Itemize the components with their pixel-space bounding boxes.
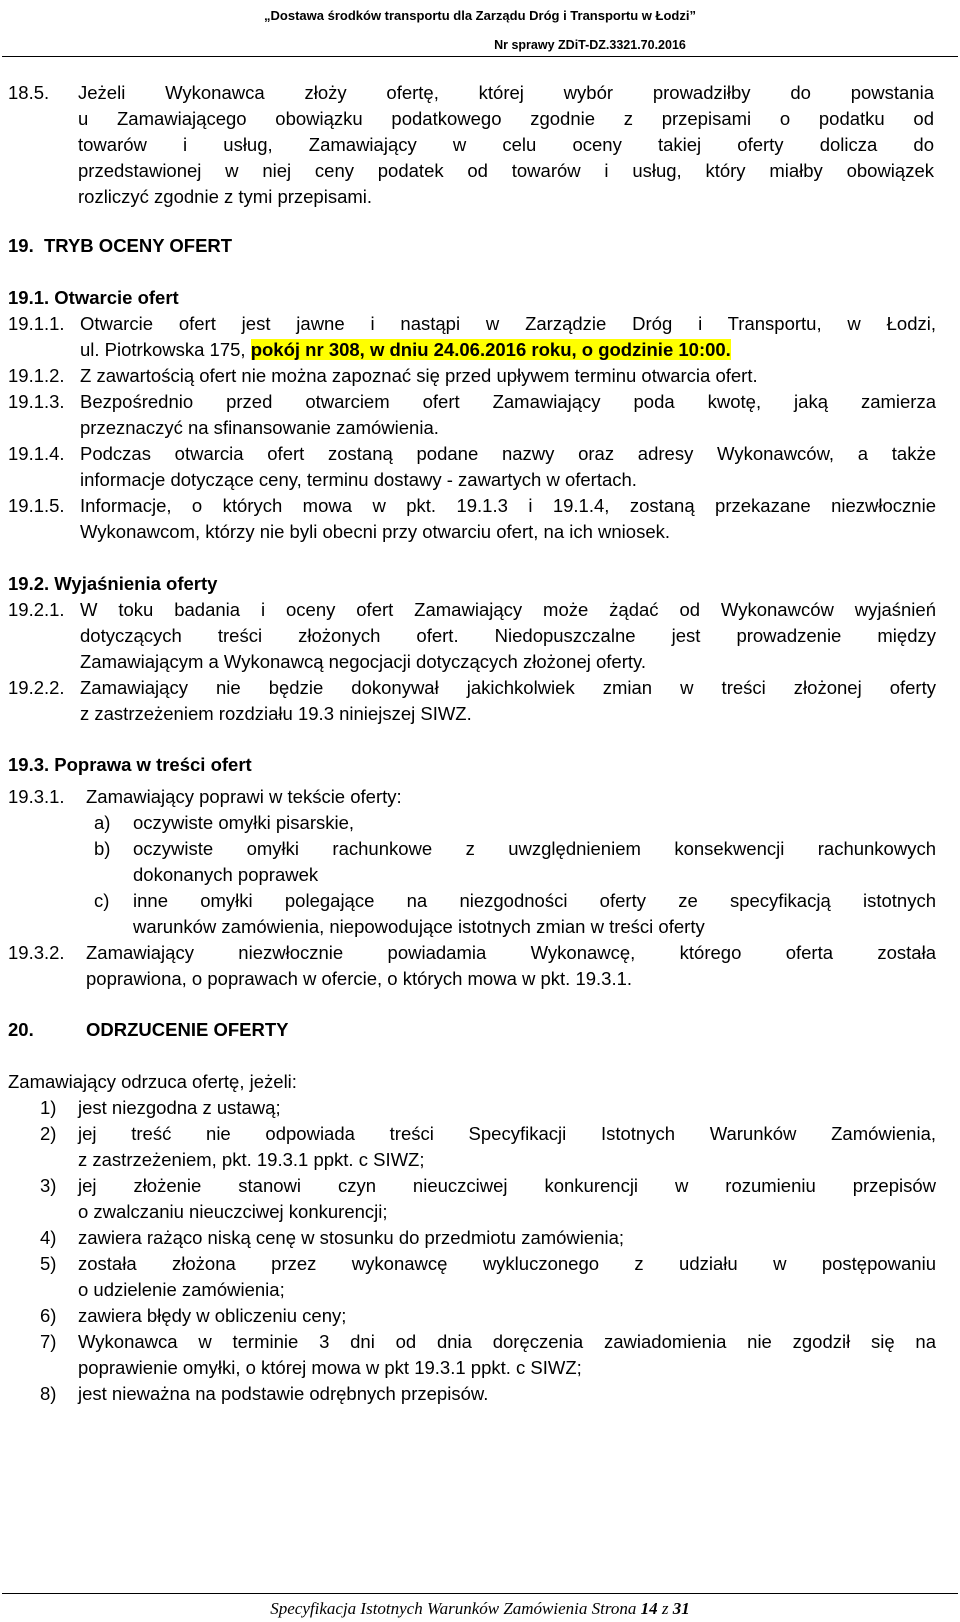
list-marker: 3) <box>40 1175 57 1196</box>
text-line: Zamawiający niezwłocznie powiadamia Wykonawcę, którego oferta została <box>86 942 936 963</box>
list-item <box>8 1303 958 1329</box>
list-marker: a) <box>94 812 111 833</box>
section-19-1-heading: 19.1. Otwarcie ofert <box>8 287 179 308</box>
footer-text: Specyfikacja Istotnych Warunków Zamówienia Strona <box>270 1599 641 1618</box>
text-line: Zamawiający poprawi w tekście oferty: <box>86 786 402 807</box>
text-line: Z zawartością ofert nie można zapoznać się przed upływem terminu otwarcia ofert. <box>80 365 758 386</box>
paragraph-number: 19.2.1. <box>8 599 65 620</box>
list-marker: 5) <box>40 1253 57 1274</box>
list-item-c <box>8 888 958 940</box>
paragraph-number: 19.1.2. <box>8 365 65 386</box>
footer-of: z <box>657 1599 673 1618</box>
list-marker: 6) <box>40 1305 57 1326</box>
paragraph-number: 19.3.1. <box>8 786 65 807</box>
header-title: „Dostawa środków transportu dla Zarządu Dróg i Transportu w Łodzi” <box>264 8 696 23</box>
text-line: u Zamawiającego obowiązku podatkowego zgodnie z przepisami o podatku od <box>78 108 934 129</box>
text-line: zawiera błędy w obliczeniu ceny; <box>78 1305 347 1326</box>
paragraph-number: 19.2.2. <box>8 677 65 698</box>
paragraph-number: 19.3.2. <box>8 942 65 963</box>
text-line <box>80 337 936 363</box>
section-number: 20. <box>8 1019 34 1040</box>
text-line: warunków zamówienia, niepowodujące istotnych zmian w treści oferty <box>133 916 705 937</box>
text-line: informacje dotyczące ceny, terminu dostawy - zawartych w ofertach. <box>80 469 637 490</box>
list-item-b <box>8 836 958 888</box>
list-marker: 7) <box>40 1331 57 1352</box>
text-line: o udzielenie zamówienia; <box>78 1279 285 1300</box>
section-title: ODRZUCENIE OFERTY <box>86 1019 289 1040</box>
paragraph-19-1-1 <box>8 311 958 363</box>
page-total: 31 <box>672 1599 690 1618</box>
text-line: z zastrzeżeniem rozdziału 19.3 niniejszej SIWZ. <box>80 703 472 724</box>
paragraph-19-3-2 <box>8 940 958 992</box>
address-text: ul. Piotrkowska 175, <box>80 339 251 360</box>
list-item <box>8 1121 958 1173</box>
text-line: Bezpośrednio przed otwarciem ofert Zamawiający poda kwotę, jaką zamierza <box>80 391 936 412</box>
text-line: Informacje, o których mowa w pkt. 19.1.3 i 19.1.4, zostaną przekazane niezwłocznie <box>80 495 936 516</box>
text-line: Wykonawca w terminie 3 dni od dnia doręczenia zawiadomienia nie zgodził się na <box>78 1331 936 1352</box>
text-line: przedstawionej w niej ceny podatek od towarów i usług, który miałby obowiązek <box>78 160 934 181</box>
text-line: o zwalczaniu nieuczciwej konkurencji; <box>78 1201 388 1222</box>
list-item <box>8 1225 958 1251</box>
section-number: 18.5. <box>8 82 50 103</box>
page-number: 14 <box>640 1599 658 1618</box>
list-item <box>8 1251 958 1303</box>
list-marker: 2) <box>40 1123 57 1144</box>
text-line: poprawienie omyłki, o której mowa w pkt 19.3.1 ppkt. c SIWZ; <box>78 1357 582 1378</box>
section-20-intro: Zamawiający odrzuca ofertę, jeżeli: <box>8 1071 297 1092</box>
text-line: Jeżeli Wykonawca złoży ofertę, której wybór prowadziłby do powstania <box>78 82 934 103</box>
section-19-2-heading: 19.2. Wyjaśnienia oferty <box>8 573 218 594</box>
paragraph-number: 19.1.1. <box>8 313 65 334</box>
list-marker: 1) <box>40 1097 57 1118</box>
text-line: rozliczyć zgodnie z tymi przepisami. <box>78 186 373 207</box>
text-line: Zamawiający nie będzie dokonywał jakichkolwiek zmian w treści złożonej oferty <box>80 677 936 698</box>
section-18-5 <box>8 80 958 210</box>
opening-date-highlight: pokój nr 308, w dniu 24.06.2016 roku, o godzinie 10:00. <box>250 339 731 360</box>
text-line: Podczas otwarcia ofert zostaną podane nazwy oraz adresy Wykonawców, a także <box>80 443 936 464</box>
text-line: towarów i usług, Zamawiający w celu oceny takiej oferty dolicza do <box>78 134 934 155</box>
text-line: jej złożenie stanowi czyn nieuczciwej konkurencji w rozumieniu przepisów <box>78 1175 936 1196</box>
list-marker: 4) <box>40 1227 57 1248</box>
paragraph-19-1-5 <box>8 493 958 545</box>
paragraph-19-3-1 <box>8 784 958 810</box>
list-marker: 8) <box>40 1383 57 1404</box>
header-divider <box>2 56 958 57</box>
paragraph-number: 19.1.4. <box>8 443 65 464</box>
text-line: przeznaczyć na sfinansowanie zamówienia. <box>80 417 439 438</box>
text-line: oczywiste omyłki pisarskie, <box>133 812 355 833</box>
text-line: jest niezgodna z ustawą; <box>78 1097 281 1118</box>
paragraph-19-1-3 <box>8 389 958 441</box>
list-marker: b) <box>94 838 111 859</box>
text-line: inne omyłki polegające na niezgodności oferty ze specyfikacją istotnych <box>133 890 936 911</box>
page-footer <box>0 1598 960 1620</box>
list-item <box>8 1329 958 1381</box>
footer-divider <box>2 1593 958 1594</box>
text-line: dotyczących treści złożonych ofert. Niedopuszczalne jest prowadzenie między <box>80 625 936 646</box>
paragraph-19-1-2 <box>8 363 958 389</box>
section-19-3-heading: 19.3. Poprawa w treści ofert <box>8 754 252 775</box>
paragraph-19-2-2 <box>8 675 958 727</box>
rejection-list <box>8 1095 958 1407</box>
list-item <box>8 1095 958 1121</box>
list-item <box>8 1381 958 1407</box>
text-line: jest nieważna na podstawie odrębnych przepisów. <box>78 1383 489 1404</box>
text-line: jej treść nie odpowiada treści Specyfikacji Istotnych Warunków Zamówienia, <box>78 1123 936 1144</box>
text-line: Wykonawcom, którzy nie byli obecni przy otwarciu ofert, na ich wniosek. <box>80 521 671 542</box>
text-line: z zastrzeżeniem, pkt. 19.3.1 ppkt. c SIWZ; <box>78 1149 425 1170</box>
section-19-heading: 19. TRYB OCENY OFERT <box>8 235 233 256</box>
list-marker: c) <box>94 890 110 911</box>
paragraph-number: 19.1.5. <box>8 495 65 516</box>
list-item-a <box>8 810 958 836</box>
text-line: Otwarcie ofert jest jawne i nastąpi w Zarządzie Dróg i Transportu, w Łodzi, <box>80 313 936 334</box>
paragraph-19-2-1 <box>8 597 958 675</box>
section-20-heading <box>8 1017 958 1043</box>
text-line: oczywiste omyłki rachunkowe z uwzględnieniem konsekwencji rachunkowych <box>133 838 936 859</box>
text-line: dokonanych poprawek <box>133 864 319 885</box>
header-case-ref: Nr sprawy ZDiT-DZ.3321.70.2016 <box>494 38 686 52</box>
paragraph-19-1-4 <box>8 441 958 493</box>
text-line: zawiera rażąco niską cenę w stosunku do przedmiotu zamówienia; <box>78 1227 625 1248</box>
text-line: została złożona przez wykonawcę wykluczonego z udziału w postępowaniu <box>78 1253 936 1274</box>
text-line: Zamawiającym a Wykonawcą negocjacji dotyczących złożonej oferty. <box>80 651 647 672</box>
paragraph-number: 19.1.3. <box>8 391 65 412</box>
text-line: poprawiona, o poprawach w ofercie, o których mowa w pkt. 19.3.1. <box>86 968 633 989</box>
list-item <box>8 1173 958 1225</box>
text-line: W toku badania i oceny ofert Zamawiający może żądać od Wykonawców wyjaśnień <box>80 599 936 620</box>
